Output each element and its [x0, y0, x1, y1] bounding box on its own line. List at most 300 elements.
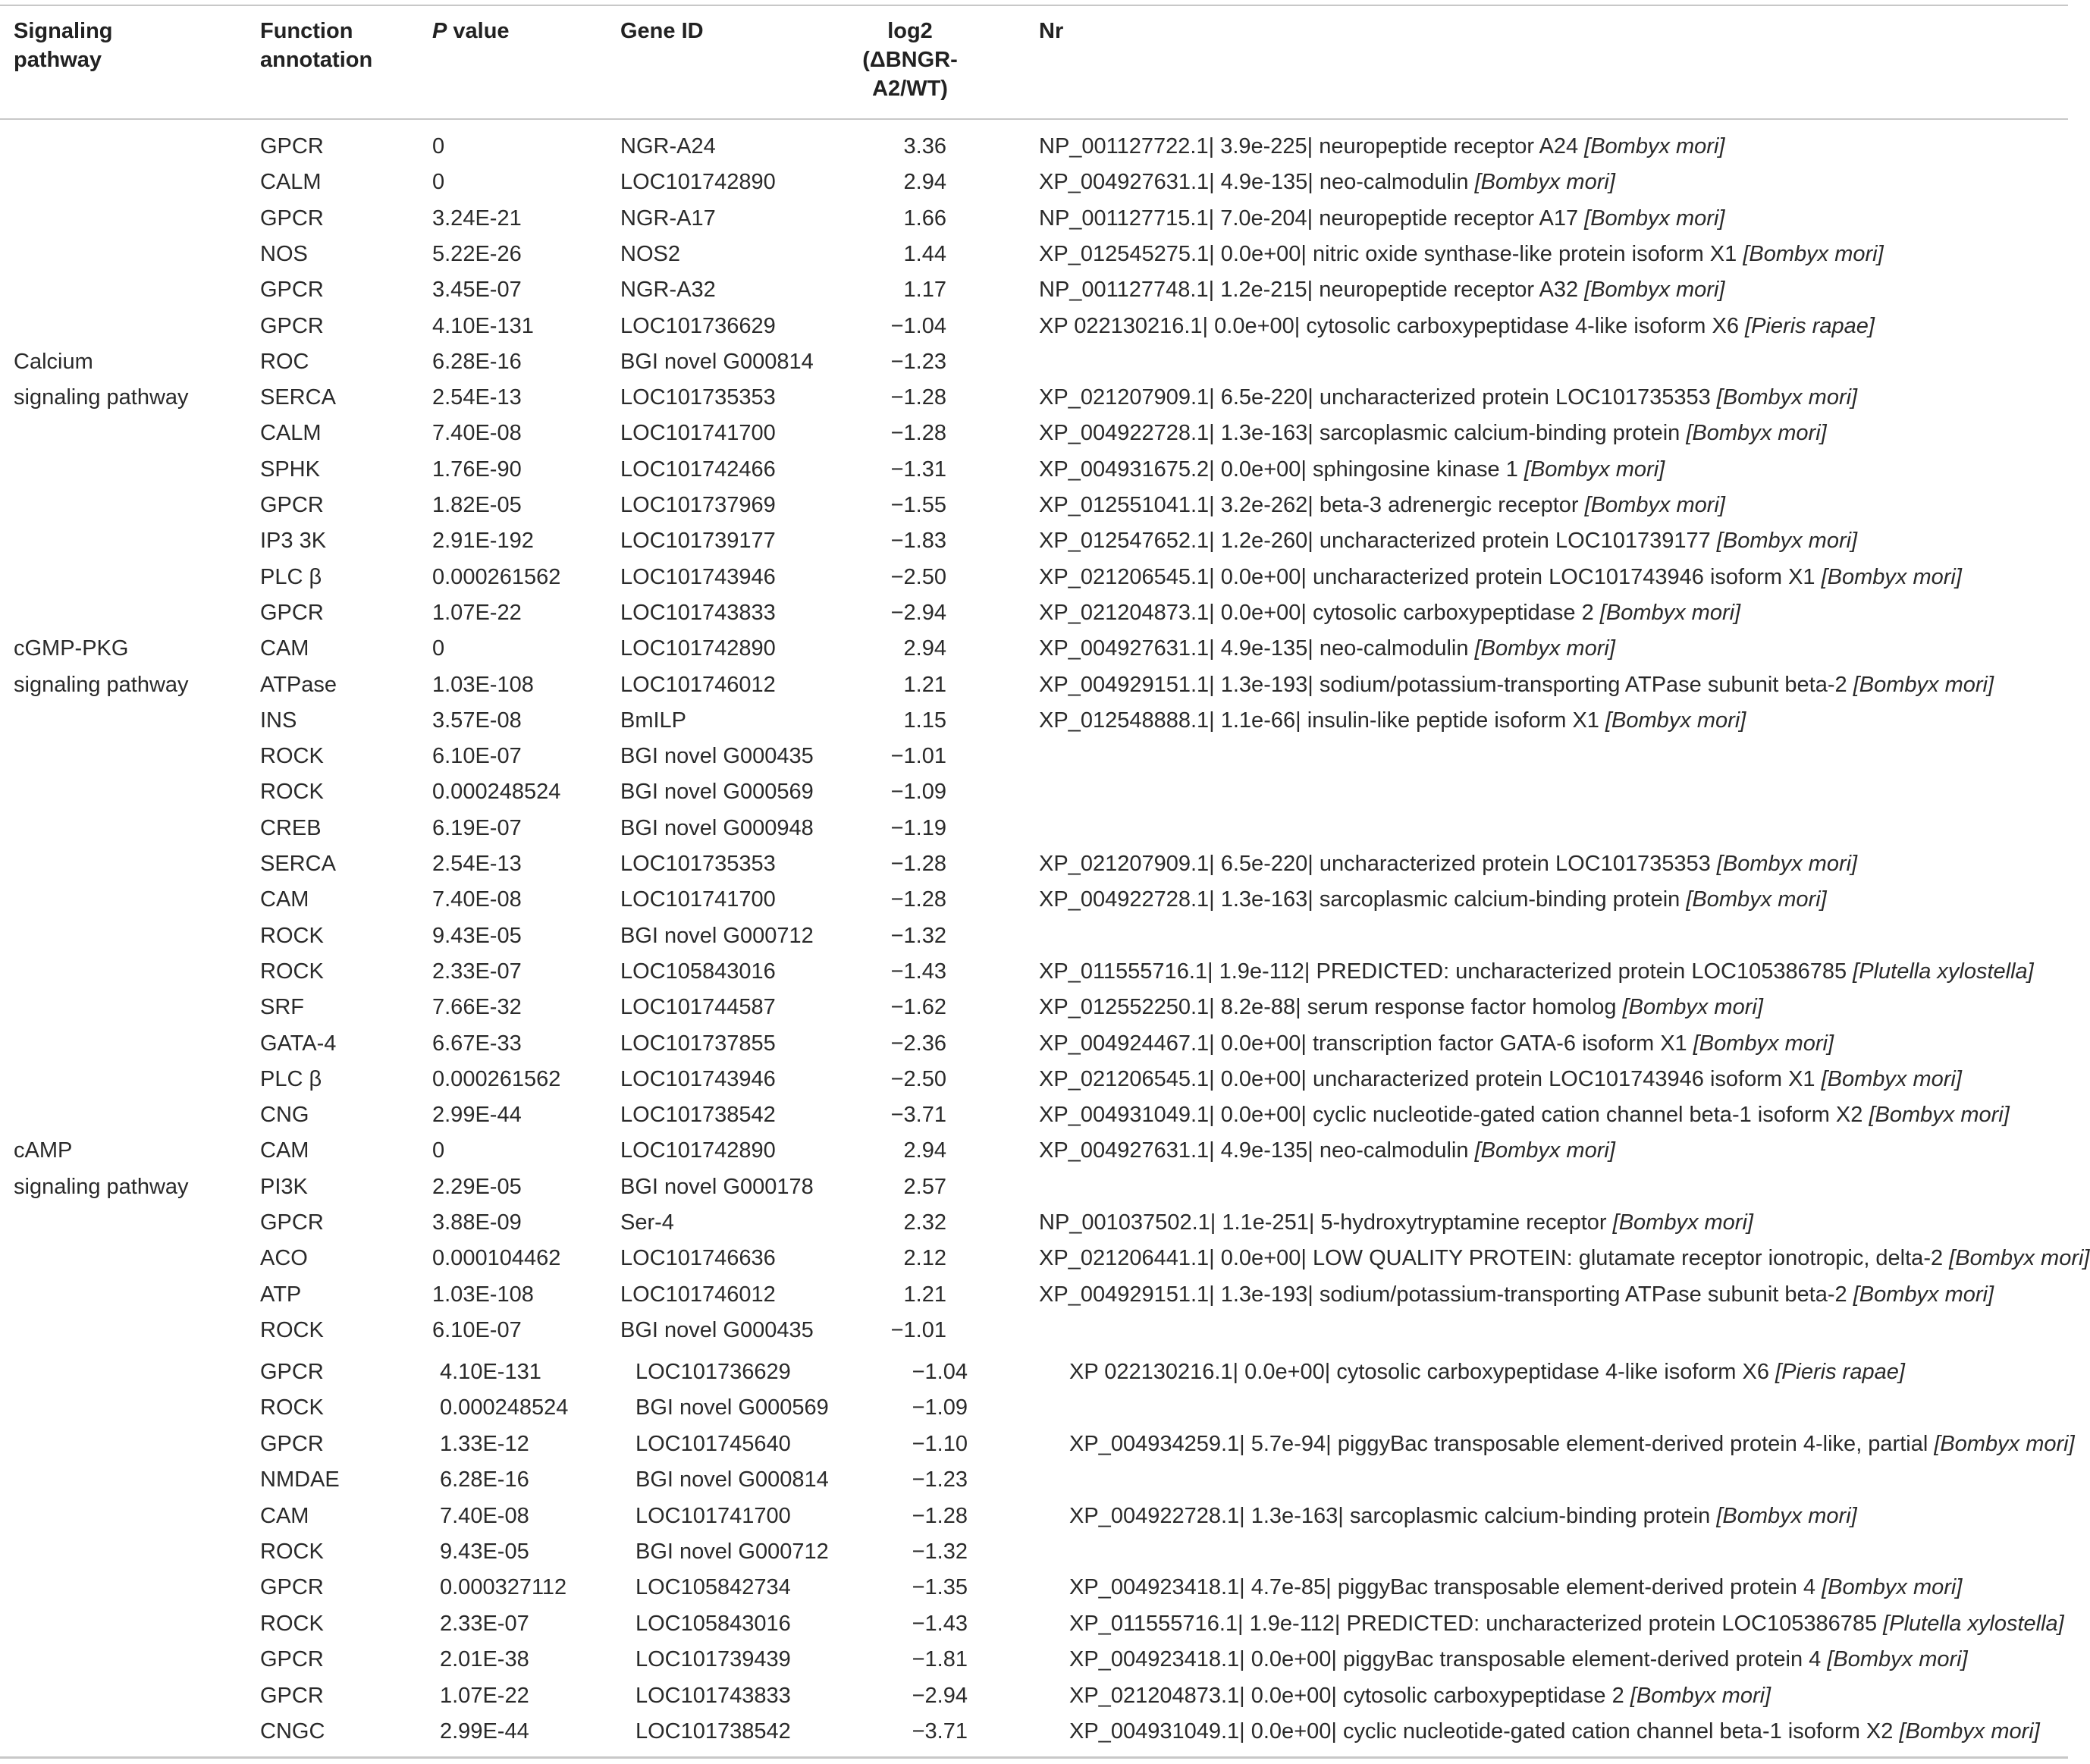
cell-nr [1039, 667, 1994, 703]
cell-p-value: 4.10E-131 [440, 1360, 541, 1384]
table-row [0, 1277, 2068, 1313]
table-row [0, 1169, 2068, 1205]
cell-function-annotation: IP3 3K [260, 529, 327, 554]
cell-log2: 2.94 [903, 1138, 946, 1163]
cell-function-annotation: SPHK [260, 457, 320, 482]
cell-nr [1039, 416, 1827, 451]
cell-p-value: 2.33E-07 [432, 959, 522, 984]
table-row [0, 1241, 2090, 1276]
cell-p-value: 2.33E-07 [440, 1611, 529, 1636]
species-name: [Bombyx mori] [1716, 1503, 1857, 1528]
nr-description: XP_004931049.1| 0.0e+00| cyclic nucleotide-gated cation channel beta-1 isoform X2 [1039, 1103, 1869, 1128]
species-name: [Bombyx mori] [1827, 1647, 1968, 1672]
nr-description: XP_021204873.1| 0.0e+00| cytosolic carboxypeptidase 2 [1039, 600, 1600, 625]
table-row [0, 380, 2068, 416]
cell-function-annotation: CAM [260, 1503, 309, 1528]
species-name: [Bombyx mori] [1853, 672, 1994, 697]
cell-p-value: 2.54E-13 [432, 385, 522, 410]
cell-p-value: 1.07E-22 [432, 600, 522, 625]
cell-nr [1039, 272, 1724, 308]
cell-log2: 1.21 [903, 1282, 946, 1307]
cell-nr [1039, 703, 1746, 739]
cell-gene-id: LOC101741700 [635, 1503, 791, 1528]
species-name: [Bombyx mori] [1822, 1575, 1963, 1600]
cell-gene-id: LOC101739439 [635, 1647, 791, 1672]
cell-function-annotation: ROCK [260, 959, 324, 984]
cell-nr [1069, 1427, 2075, 1462]
cell-function-annotation: SRF [260, 995, 304, 1020]
cell-gene-id: BGI novel G000948 [620, 815, 814, 840]
cell-nr [1039, 990, 1763, 1025]
cell-gene-id: BGI novel G000435 [620, 1317, 814, 1342]
species-name: [Bombyx mori] [1686, 887, 1827, 912]
cell-p-value: 0 [432, 134, 445, 159]
table-row [0, 1133, 2068, 1169]
cell-gene-id: LOC101746636 [620, 1246, 776, 1271]
cell-gene-id: LOC101737855 [620, 1031, 776, 1056]
cell-log2: −1.01 [890, 744, 946, 769]
species-name: [Bombyx mori] [1584, 134, 1725, 159]
table-row [0, 344, 2068, 380]
nr-description: XP_021206545.1| 0.0e+00| uncharacterized protein LOC101743946 isoform X1 [1039, 564, 1822, 589]
cell-gene-id: LOC105843016 [635, 1611, 791, 1636]
cell-function-annotation: GATA-4 [260, 1031, 337, 1056]
cell-nr [1069, 1354, 1905, 1390]
cell-gene-id: LOC101735353 [620, 852, 776, 876]
cell-function-annotation: CAM [260, 887, 309, 912]
table-row [0, 129, 2068, 165]
cell-function-annotation: ACO [260, 1246, 308, 1271]
species-name: [Bombyx mori] [1821, 1066, 1962, 1091]
cell-nr [1039, 380, 1857, 416]
nr-description: XP_021207909.1| 6.5e-220| uncharacterized protein LOC101735353 [1039, 852, 1717, 876]
cell-function-annotation: CNGC [260, 1719, 325, 1744]
cell-function-annotation: GPCR [260, 600, 324, 625]
cell-log2: −1.23 [912, 1467, 968, 1492]
cell-p-value: 0.000261562 [432, 564, 561, 589]
cell-p-value: 7.40E-08 [432, 887, 522, 912]
table-row [0, 523, 2068, 559]
species-name: [Bombyx mori] [1716, 385, 1858, 410]
cell-log2: −1.01 [890, 1317, 946, 1342]
table-row [0, 811, 2068, 846]
species-name: [Bombyx mori] [1716, 852, 1858, 876]
nr-description: XP_021207909.1| 6.5e-220| uncharacterized protein LOC101735353 [1039, 385, 1717, 410]
species-name: [Bombyx mori] [1584, 278, 1725, 303]
cell-log2: 3.36 [903, 134, 946, 159]
species-name: [Bombyx mori] [1743, 241, 1884, 266]
cell-nr [1069, 1642, 1968, 1678]
nr-description: XP_021206545.1| 0.0e+00| uncharacterized protein LOC101743946 isoform X1 [1039, 1066, 1822, 1091]
cell-function-annotation: ROCK [260, 780, 324, 805]
cell-log2: 1.66 [903, 206, 946, 231]
cell-nr [1039, 237, 1884, 272]
cell-log2: −1.35 [912, 1575, 968, 1600]
cell-log2: −3.71 [890, 1103, 946, 1128]
cell-function-annotation: NMDAE [260, 1467, 340, 1492]
cell-function-annotation: SERCA [260, 385, 336, 410]
species-name: [Bombyx mori] [1622, 995, 1763, 1020]
table-row [0, 703, 2068, 739]
nr-description: XP_011555716.1| 1.9e-112| PREDICTED: uncharacterized protein LOC105386785 [1039, 959, 1853, 984]
cell-p-value: 6.10E-07 [432, 744, 522, 769]
nr-description: NP_001037502.1| 1.1e-251| 5-hydroxytryptamine receptor [1039, 1210, 1613, 1235]
cell-function-annotation: GPCR [260, 206, 324, 231]
table-row [0, 918, 2068, 954]
nr-description: XP_012552250.1| 8.2e-88| serum response factor homolog [1039, 995, 1623, 1020]
cell-log2: 2.32 [903, 1210, 946, 1235]
table-row [0, 882, 2068, 918]
cell-p-value: 0 [432, 636, 445, 661]
cell-function-annotation: GPCR [260, 278, 324, 303]
nr-description: XP_021204873.1| 0.0e+00| cytosolic carboxypeptidase 2 [1069, 1683, 1630, 1708]
cell-gene-id: LOC101735353 [620, 385, 776, 410]
table-row [0, 201, 2068, 237]
table-row [0, 1390, 2068, 1426]
table-row [0, 739, 2068, 774]
cell-log2: −1.83 [890, 529, 946, 554]
cell-gene-id: NOS2 [620, 241, 680, 266]
cell-function-annotation: ATP [260, 1282, 302, 1307]
species-name: [Bombyx mori] [1869, 1103, 2010, 1128]
cell-nr [1069, 1606, 2064, 1642]
header-signaling-pathway: Signaling pathway [14, 19, 113, 72]
cell-p-value: 2.01E-38 [440, 1647, 529, 1672]
species-name: [Bombyx mori] [1821, 564, 1962, 589]
species-name: [Bombyx mori] [1599, 600, 1741, 625]
species-name: [Bombyx mori] [1612, 1210, 1753, 1235]
header-rule [0, 118, 2068, 120]
nr-description: XP_012551041.1| 3.2e-262| beta-3 adrenergic receptor [1039, 493, 1585, 517]
cell-nr [1039, 1026, 1834, 1062]
cell-p-value: 1.82E-05 [432, 493, 522, 517]
cell-p-value: 1.07E-22 [440, 1683, 529, 1708]
cell-signaling-pathway: signaling pathway [14, 385, 189, 410]
species-name: [Bombyx mori] [1474, 1138, 1615, 1163]
nr-description: XP 022130216.1| 0.0e+00| cytosolic carboxypeptidase 4-like isoform X6 [1069, 1360, 1776, 1384]
cell-p-value: 0.000327112 [440, 1575, 567, 1600]
cell-gene-id: LOC101742466 [620, 457, 776, 482]
cell-gene-id: BGI novel G000712 [635, 1540, 829, 1564]
cell-log2: −2.94 [890, 600, 946, 625]
species-name: [Bombyx mori] [1716, 529, 1858, 554]
cell-gene-id: LOC101742890 [620, 1138, 776, 1163]
cell-log2: −1.28 [912, 1503, 968, 1528]
nr-description: XP_004934259.1| 5.7e-94| piggyBac transposable element-derived protein 4-like, partial [1069, 1431, 1935, 1456]
nr-description: XP_004923418.1| 4.7e-85| piggyBac transposable element-derived protein 4 [1069, 1575, 1822, 1600]
table-row [0, 990, 2068, 1025]
cell-log2: −2.50 [890, 1066, 946, 1091]
table-row [0, 1570, 2068, 1605]
cell-log2: −1.43 [890, 959, 946, 984]
cell-log2: −3.71 [912, 1719, 968, 1744]
top-rule [0, 5, 2068, 6]
cell-gene-id: LOC101736629 [620, 313, 776, 338]
cell-gene-id: LOC101742890 [620, 636, 776, 661]
table-row [0, 1427, 2075, 1462]
bottom-rule [0, 1756, 2068, 1759]
cell-function-annotation: GPCR [260, 313, 324, 338]
cell-gene-id: LOC101742890 [620, 170, 776, 195]
cell-function-annotation: GPCR [260, 1360, 324, 1384]
cell-gene-id: BGI novel G000712 [620, 923, 814, 948]
cell-gene-id: LOC105842734 [635, 1575, 791, 1600]
cell-function-annotation: ROC [260, 349, 309, 374]
species-name: [Bombyx mori] [1524, 457, 1665, 482]
cell-p-value: 0.000248524 [440, 1395, 569, 1420]
cell-nr [1039, 1277, 1994, 1313]
cell-p-value: 0 [432, 170, 445, 195]
nr-description: XP_004931049.1| 0.0e+00| cyclic nucleotide-gated cation channel beta-1 isoform X2 [1069, 1719, 1900, 1744]
cell-nr [1039, 129, 1724, 165]
table-row [0, 309, 2068, 344]
cell-log2: 2.94 [903, 636, 946, 661]
cell-nr [1039, 165, 1615, 200]
cell-nr [1069, 1714, 2040, 1750]
species-name: [Bombyx mori] [1630, 1683, 1771, 1708]
cell-log2: −1.28 [890, 852, 946, 876]
cell-log2: 1.15 [903, 708, 946, 733]
cell-log2: −1.19 [890, 815, 946, 840]
nr-description: NP_001127748.1| 1.2e-215| neuropeptide receptor A32 [1039, 278, 1585, 303]
header-nr: Nr [1039, 19, 1064, 43]
nr-description: XP_012548888.1| 1.1e-66| insulin-like peptide isoform X1 [1039, 708, 1605, 733]
cell-log2: −1.28 [890, 421, 946, 446]
cell-log2: −1.31 [890, 457, 946, 482]
cell-nr [1039, 846, 1857, 882]
cell-p-value: 7.40E-08 [432, 421, 522, 446]
cell-nr [1069, 1570, 1962, 1605]
cell-gene-id: LOC101739177 [620, 529, 776, 554]
cell-log2: −1.43 [912, 1611, 968, 1636]
cell-function-annotation: GPCR [260, 1575, 324, 1600]
cell-function-annotation: CNG [260, 1103, 309, 1128]
species-name: [Bombyx mori] [1693, 1031, 1834, 1056]
cell-p-value: 7.40E-08 [440, 1503, 529, 1528]
cell-p-value: 3.24E-21 [432, 206, 522, 231]
cell-gene-id: LOC101737969 [620, 493, 776, 517]
cell-gene-id: NGR-A24 [620, 134, 716, 159]
species-name: [Bombyx mori] [1584, 493, 1725, 517]
cell-log2: −1.62 [890, 995, 946, 1020]
table-row [0, 452, 2068, 488]
cell-gene-id: LOC101743833 [620, 600, 776, 625]
cell-gene-id: BGI novel G000814 [620, 349, 814, 374]
cell-function-annotation: ROCK [260, 1317, 324, 1342]
cell-log2: −1.32 [912, 1540, 968, 1564]
cell-p-value: 3.45E-07 [432, 278, 522, 303]
cell-p-value: 3.88E-09 [432, 1210, 522, 1235]
cell-function-annotation: NOS [260, 241, 308, 266]
table-row [0, 1606, 2068, 1642]
nr-description: XP_004923418.1| 0.0e+00| piggyBac transposable element-derived protein 4 [1069, 1647, 1828, 1672]
table-row [0, 1678, 2068, 1714]
cell-p-value: 7.66E-32 [432, 995, 522, 1020]
table-row [0, 1205, 2068, 1241]
nr-description: XP_004927631.1| 4.9e-135| neo-calmodulin [1039, 1138, 1475, 1163]
cell-p-value: 4.10E-131 [432, 313, 534, 338]
cell-function-annotation: SERCA [260, 852, 336, 876]
cell-signaling-pathway: cAMP [14, 1138, 73, 1163]
cell-function-annotation: ROCK [260, 1611, 324, 1636]
cell-p-value: 6.10E-07 [432, 1317, 522, 1342]
cell-p-value: 2.91E-192 [432, 529, 534, 554]
cell-log2: 2.12 [903, 1246, 946, 1271]
nr-description: XP 022130216.1| 0.0e+00| cytosolic carboxypeptidase 4-like isoform X6 [1039, 313, 1746, 338]
cell-gene-id: LOC101741700 [620, 887, 776, 912]
cell-nr [1039, 1205, 1753, 1241]
cell-log2: −1.55 [890, 493, 946, 517]
cell-nr [1039, 954, 2034, 990]
table-row [0, 846, 2068, 882]
cell-function-annotation: GPCR [260, 1210, 324, 1235]
table-row [0, 1097, 2068, 1133]
cell-p-value: 0.000104462 [432, 1246, 561, 1271]
cell-function-annotation: GPCR [260, 1647, 324, 1672]
cell-gene-id: LOC101743946 [620, 564, 776, 589]
nr-description: XP_004931675.2| 0.0e+00| sphingosine kinase 1 [1039, 457, 1524, 482]
cell-nr [1039, 201, 1724, 237]
cell-log2: −2.50 [890, 564, 946, 589]
cell-log2: −1.10 [912, 1431, 968, 1456]
nr-description: XP_004929151.1| 1.3e-193| sodium/potassium-transporting ATPase subunit beta-2 [1039, 1282, 1853, 1307]
cell-function-annotation: CREB [260, 815, 322, 840]
cell-log2: 2.94 [903, 170, 946, 195]
cell-nr [1039, 309, 1875, 344]
species-name: [Pieris rapae] [1745, 313, 1875, 338]
cell-gene-id: BGI novel G000569 [620, 780, 814, 805]
cell-nr [1039, 452, 1665, 488]
cell-p-value: 1.03E-108 [432, 672, 534, 697]
cell-gene-id: LOC101743946 [620, 1066, 776, 1091]
cell-signaling-pathway: signaling pathway [14, 672, 189, 697]
table-row [0, 1062, 2068, 1097]
cell-log2: −1.09 [890, 780, 946, 805]
cell-function-annotation: INS [260, 708, 297, 733]
table-row [0, 595, 2068, 631]
cell-function-annotation: GPCR [260, 1683, 324, 1708]
cell-nr [1039, 1241, 2090, 1276]
cell-function-annotation: GPCR [260, 1431, 324, 1456]
nr-description: XP_004924467.1| 0.0e+00| transcription factor GATA-6 isoform X1 [1039, 1031, 1693, 1056]
cell-p-value: 6.19E-07 [432, 815, 522, 840]
cell-p-value: 0.000261562 [432, 1066, 561, 1091]
cell-function-annotation: PI3K [260, 1174, 308, 1199]
cell-nr [1039, 523, 1857, 559]
cell-signaling-pathway: Calcium [14, 349, 93, 374]
cell-p-value: 6.67E-33 [432, 1031, 522, 1056]
table-row [0, 631, 2068, 667]
cell-gene-id: LOC101741700 [620, 421, 776, 446]
cell-function-annotation: PLC β [260, 564, 322, 589]
table-row [0, 1499, 2068, 1534]
species-name: [Bombyx mori] [1949, 1246, 2090, 1271]
cell-log2: 1.21 [903, 672, 946, 697]
table-row [0, 165, 2068, 200]
cell-function-annotation: GPCR [260, 134, 324, 159]
cell-gene-id: LOC101746012 [620, 1282, 776, 1307]
cell-log2: −1.81 [912, 1647, 968, 1672]
cell-log2: −1.32 [890, 923, 946, 948]
cell-nr [1039, 631, 1615, 667]
species-name: [Pieris rapae] [1775, 1360, 1905, 1384]
table-row [0, 1462, 2068, 1498]
cell-log2: 1.17 [903, 278, 946, 303]
table-row [0, 237, 2068, 272]
cell-log2: −1.04 [890, 313, 946, 338]
cell-p-value: 1.76E-90 [432, 457, 522, 482]
cell-gene-id: NGR-A17 [620, 206, 716, 231]
cell-log2: −1.09 [912, 1395, 968, 1420]
cell-log2: −1.23 [890, 349, 946, 374]
table-row [0, 272, 2068, 308]
cell-nr [1039, 1062, 1962, 1097]
nr-description: XP_021206441.1| 0.0e+00| LOW QUALITY PROTEIN: glutamate receptor ionotropic, delta-2 [1039, 1246, 1950, 1271]
cell-gene-id: LOC101738542 [620, 1103, 776, 1128]
cell-gene-id: LOC101738542 [635, 1719, 791, 1744]
nr-description: XP_011555716.1| 1.9e-112| PREDICTED: uncharacterized protein LOC105386785 [1069, 1611, 1884, 1636]
cell-gene-id: LOC101736629 [635, 1360, 791, 1384]
cell-function-annotation: PLC β [260, 1066, 322, 1091]
cell-log2: −2.36 [890, 1031, 946, 1056]
species-name: [Bombyx mori] [1686, 421, 1827, 446]
nr-description: XP_004922728.1| 1.3e-163| sarcoplasmic calcium-binding protein [1069, 1503, 1717, 1528]
species-name: [Bombyx mori] [1474, 170, 1615, 195]
nr-description: XP_004927631.1| 4.9e-135| neo-calmodulin [1039, 636, 1475, 661]
cell-nr [1039, 560, 1962, 595]
cell-p-value: 2.54E-13 [432, 852, 522, 876]
table-row [0, 1026, 2068, 1062]
cell-gene-id: BGI novel G000569 [635, 1395, 829, 1420]
cell-gene-id: LOC101744587 [620, 995, 776, 1020]
cell-nr [1039, 488, 1725, 523]
cell-function-annotation: CALM [260, 170, 322, 195]
cell-function-annotation: ROCK [260, 744, 324, 769]
cell-p-value: 0.000248524 [432, 780, 561, 805]
cell-p-value: 5.22E-26 [432, 241, 522, 266]
cell-log2: −1.28 [890, 385, 946, 410]
table-row [0, 1354, 2068, 1390]
cell-gene-id: Ser-4 [620, 1210, 674, 1235]
cell-signaling-pathway: signaling pathway [14, 1174, 189, 1199]
species-name: [Plutella xylostella] [1883, 1611, 2064, 1636]
cell-nr [1069, 1678, 1771, 1714]
table-row [0, 1642, 2068, 1678]
cell-p-value: 2.29E-05 [432, 1174, 522, 1199]
cell-gene-id: LOC101743833 [635, 1683, 791, 1708]
table-row [0, 488, 2068, 523]
cell-function-annotation: ATPase [260, 672, 337, 697]
cell-nr [1039, 1097, 2010, 1133]
header-function-annotation: Function annotation [260, 19, 373, 72]
table-row [0, 774, 2068, 810]
cell-nr [1039, 595, 1740, 631]
nr-description: XP_004922728.1| 1.3e-163| sarcoplasmic calcium-binding protein [1039, 887, 1687, 912]
header-p-value: P value [432, 19, 510, 43]
cell-nr [1039, 882, 1827, 918]
species-name: [Bombyx mori] [1474, 636, 1615, 661]
species-name: [Bombyx mori] [1899, 1719, 2040, 1744]
cell-gene-id: NGR-A32 [620, 278, 716, 303]
cell-p-value: 3.57E-08 [432, 708, 522, 733]
nr-description: NP_001127722.1| 3.9e-225| neuropeptide receptor A24 [1039, 134, 1585, 159]
table-row [0, 416, 2068, 451]
cell-p-value: 9.43E-05 [432, 923, 522, 948]
cell-function-annotation: CAM [260, 1138, 309, 1163]
cell-gene-id: BGI novel G000178 [620, 1174, 814, 1199]
species-name: [Bombyx mori] [1605, 708, 1746, 733]
cell-signaling-pathway: cGMP-PKG [14, 636, 129, 661]
